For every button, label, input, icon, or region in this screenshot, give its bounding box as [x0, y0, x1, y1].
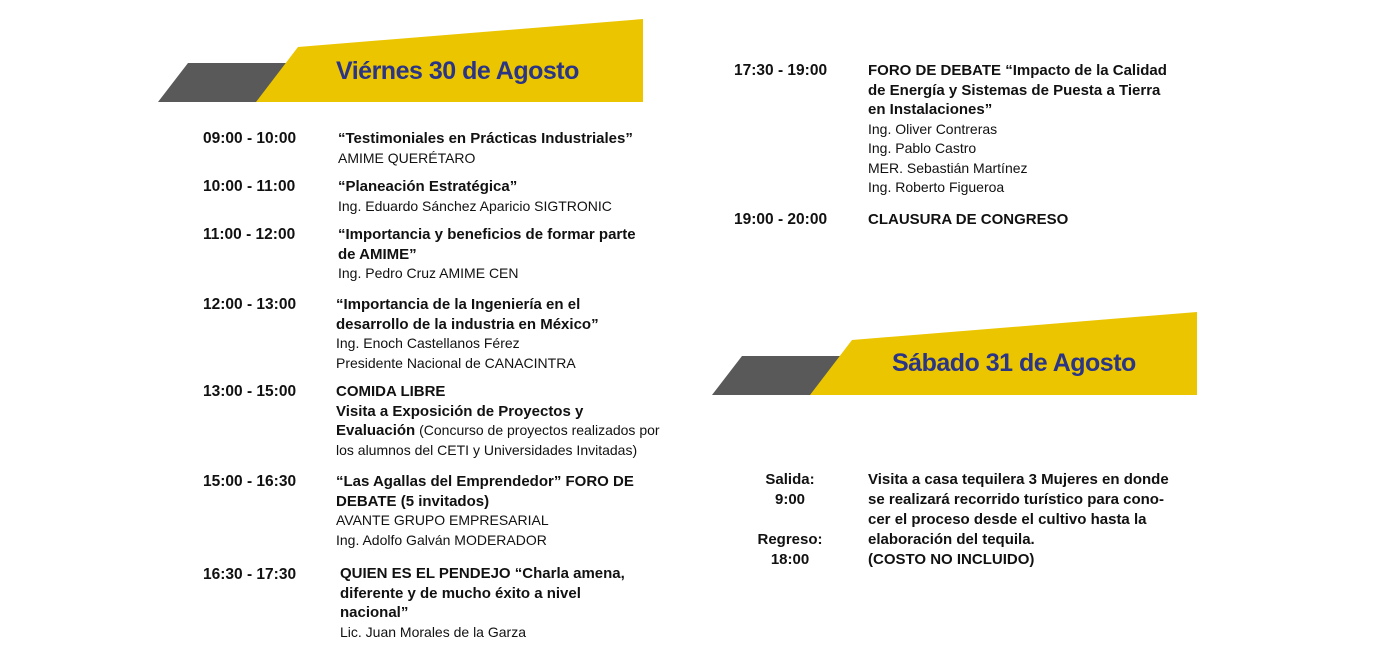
time-0: 09:00 - 10:00: [203, 130, 297, 147]
item-0: [338, 129, 718, 168]
day2-title: Sábado 31 de Agosto: [892, 349, 1136, 377]
item-6-speaker: Lic. Juan Morales de la Garza: [340, 623, 526, 640]
time-2: 11:00 - 12:00: [203, 226, 296, 243]
item-8-title: CLAUSURA DE CONGRESO: [868, 211, 1069, 228]
time-3: 12:00 - 13:00: [203, 296, 297, 313]
item-6-title-3: nacional”: [340, 604, 409, 621]
item-5-speaker-2: Ing. Adolfo Galván MODERADOR: [336, 531, 547, 548]
item-2-title-2: de AMIME”: [338, 245, 417, 263]
item-5-title-2: DEBATE (5 invitados): [336, 492, 490, 510]
regreso-label: Regreso:: [757, 531, 823, 548]
day2-banner: [712, 312, 1198, 396]
item-7: [868, 61, 1268, 198]
item-3: [336, 295, 716, 373]
item-8: [868, 210, 1268, 230]
item-5-speaker: AVANTE GRUPO EMPRESARIAL: [336, 512, 549, 528]
time-6: 16:30 - 17:30: [203, 566, 297, 583]
day2-line-5: (COSTO NO INCLUIDO): [868, 551, 1035, 568]
salida-time: 9:00: [774, 491, 806, 508]
item-0-title: “Testimoniales en Prácticas Industriales”: [338, 130, 633, 147]
item-6: [340, 564, 725, 642]
item-4-title-3-note: (Concurso de proyectos realizados por: [415, 422, 660, 438]
time-1: 10:00 - 11:00: [203, 178, 296, 195]
item-4-title-1: COMIDA LIBRE: [336, 383, 446, 400]
time-4: 13:00 - 15:00: [203, 383, 297, 400]
time-7: 17:30 - 19:00: [734, 62, 828, 79]
item-6-title-2: diferente y de mucho éxito a nivel: [340, 584, 581, 602]
item-3-title-1: “Importancia de la Ingeniería en el: [336, 296, 581, 313]
day2-description: [868, 470, 1268, 570]
regreso-time: 18:00: [770, 551, 810, 568]
item-2: [338, 225, 718, 284]
item-7-title-3: en Instalaciones”: [868, 101, 993, 118]
regreso-block: [748, 530, 832, 570]
item-5: [336, 472, 721, 550]
item-7-speaker-1: Ing. Oliver Contreras: [868, 120, 998, 137]
salida-label: Salida:: [765, 471, 815, 488]
item-4-title-2: Visita a Exposición de Proyectos y: [336, 402, 584, 420]
item-6-title-1: QUIEN ES EL PENDEJO “Charla amena,: [340, 565, 625, 582]
item-4: [336, 382, 721, 460]
item-4-title-3: Evaluación: [336, 422, 416, 439]
item-7-title-2: de Energía y Sistemas de Puesta a Tierra: [868, 81, 1161, 99]
day2-line-3: cer el proceso desde el cultivo hasta la: [868, 511, 1147, 528]
item-2-title-1: “Importancia y beneficios de formar parte: [338, 226, 636, 243]
item-4-note: los alumnos del CETI y Universidades Invitadas): [336, 441, 638, 458]
day2-line-4: elaboración del tequila.: [868, 531, 1035, 548]
item-7-title-1: FORO DE DEBATE “Impacto de la Calidad: [868, 62, 1167, 79]
day1-banner: [158, 19, 644, 103]
item-3-speaker-role: Presidente Nacional de CANACINTRA: [336, 354, 576, 371]
item-7-speaker-4: Ing. Roberto Figueroa: [868, 179, 1005, 195]
day2-line-1: Visita a casa tequilera 3 Mujeres en donde: [868, 471, 1169, 488]
item-5-title-1: “Las Agallas del Emprendedor” FORO DE: [336, 473, 634, 490]
item-1: [338, 177, 718, 216]
item-4-title-3-wrap: [336, 421, 721, 441]
time-8: 19:00 - 20:00: [734, 211, 828, 228]
item-0-speaker: AMIME QUERÉTARO: [338, 149, 476, 166]
item-1-speaker: Ing. Eduardo Sánchez Aparicio SIGTRONIC: [338, 197, 612, 214]
item-3-title-2: desarrollo de la industria en México”: [336, 315, 599, 333]
item-1-title: “Planeación Estratégica”: [338, 178, 518, 195]
salida-block: [750, 470, 830, 510]
item-7-speaker-3: MER. Sebastián Martínez: [868, 159, 1028, 176]
item-7-speaker-2: Ing. Pablo Castro: [868, 140, 977, 156]
day1-title: Viérnes 30 de Agosto: [336, 57, 579, 85]
time-5: 15:00 - 16:30: [203, 473, 297, 490]
day2-line-2: se realizará recorrido turístico para cono-: [868, 491, 1164, 508]
item-3-speaker: Ing. Enoch Castellanos Férez: [336, 335, 520, 351]
item-2-speaker: Ing. Pedro Cruz AMIME CEN: [338, 265, 519, 281]
